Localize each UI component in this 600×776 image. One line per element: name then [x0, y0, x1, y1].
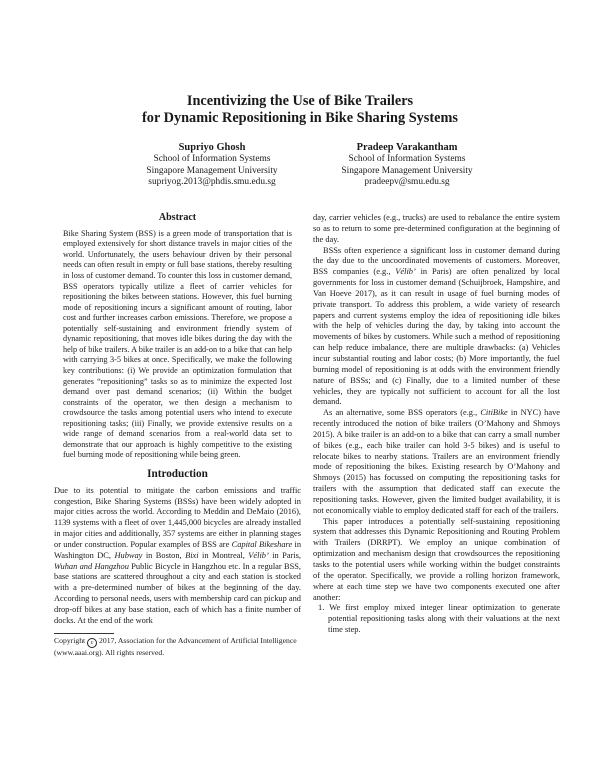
paragraph-continued: day, carrier vehicles (e.g., trucks) are used to rebalance the entire system so as to return to some pre-determined configuration at the beginning of the day. [313, 213, 560, 244]
paragraph-contribution: This paper introduces a potentially self-sustaining repositioning system that addresses this Dynamic Repositioning and Routing Problem with Trailers (DRRPT). We employ an unique combination of optimization and mechanism design that crowdsources the repositioning tasks to the potential users while working within the budget constraints of the operator. Specifically, we provide a rolling horizon framework, where at each time step we have two components executed one after another: [313, 516, 560, 602]
copyright-block [54, 633, 301, 658]
paragraph-bike-trailers: As an alternative, some BSS operators (e.g., CitiBike in NYC) have recently introduced the notion of bike trailers (O’Mahony and Shmoys 2015). A bike trailer is an add-on to a bike that can carry a small number of bikes (e.g., each bike trailer can hold 3-5 bikes) and is useful to relocate bikes to nearby stations. Trailers are an environment friendly mode of repositioning the bikes. Existing research by O’Mahony and Shmoys (2015) has focussed on computing the repositioning tasks for trailers with the assumption that dedicated staff can execute the repositioning tasks. However, given the limited budget availability, it is not economically viable to employ dedicated staff for each of the trailers. [313, 408, 560, 515]
intro-paragraph: Due to its potential to mitigate the carbon emissions and traffic congestion, Bike Sharing Systems (BSSs) have been widely adopted in major cities across the world. According to Meddin and DeMaio (2016), 1139 systems with a fleet of over 1,445,000 bicycles are already installed in major cities and additionally, 357 systems are either in planning stages or under construction. Popular examples of BSS are Capital Bikeshare in Washington DC, Hubway in Boston, Bixi in Montreal, Vélib’ in Paris, Wuhan and Hangzhou Public Bicycle in Hangzhou etc. In a regular BSS, base stations are scattered throughout a city and each station is stocked with a pre-determined number of bikes at the beginning of the day. According to personal needs, users with membership card can pickup and drop-off bikes at any base station, each of which has a finite number of docks. At the end of the work [54, 485, 302, 625]
author-dept: School of Information Systems [153, 154, 271, 164]
abstract-heading: Abstract [158, 212, 197, 223]
paper-title [0, 93, 600, 127]
title-line-2: for Dynamic Repositioning in Bike Sharing Systems [142, 110, 458, 126]
author-inst: Singapore Management University [341, 165, 473, 176]
copyright-notice: Copyright c 2017, Association for the Advancement of Artificial Intelligence (www.aaai.org). All rights reserved. [54, 635, 297, 657]
footnote-rule [54, 633, 114, 634]
author-block-2 [297, 141, 517, 189]
author-name: Pradeep Varakantham [356, 142, 458, 153]
author-inst: Singapore Management University [146, 165, 278, 176]
author-email: supriyog.2013@phdis.smu.edu.sg [148, 177, 276, 188]
author-email: pradeepv@smu.edu.sg [364, 177, 450, 188]
intro-heading: Introduction [147, 467, 208, 480]
title-line-1: Incentivizing the Use of Bike Trailers [186, 93, 414, 109]
left-column [54, 213, 301, 658]
author-name: Supriyo Ghosh [178, 142, 246, 153]
list-item: 1. We first employ mixed integer linear optimization to generate potential repositioning tasks along with their valuations at the next time step. [318, 603, 560, 635]
author-block-1 [102, 141, 322, 189]
author-dept: School of Information Systems [348, 154, 466, 164]
abstract-text: Bike Sharing System (BSS) is a green mode of transportation that is employed extensively for short distance travels in major cities of the world. Unfortunately, the users behaviour driven by their personal needs can often result in empty or full base stations, thereby resulting in loss of customer demand. To counter this loss in customer demand, BSS operators typically utilize a fleet of carrier vehicles for repositioning the bikes between stations. However, this fuel burning mode of repositioning incurs a significant amount of routing, labor cost and further increases carbon emissions. Therefore, we propose a potentially self-sustaining and environment friendly system of dynamic repositioning, that moves idle bikes during the day with the help of bike trailers. A bike trailer is an add-on to a bike that can help with carrying 3-5 bikes at once. Specifically, we make the following key contributions: (i) We provide an optimization formulation that generates “repositioning” tasks so as to minimize the expected lost demand over past demand scenarios; (ii) Within the budget constraints of the operator, we then design a mechanism to crowdsource the tasks among potential users who intend to execute repositioning tasks; (iii) Finally, we provide extensive results on a wide range of demand scenarios from a real-world data set to demonstrate that our approach is highly competitive to the existing fuel burning mode of repositioning while being green. [63, 228, 292, 460]
right-column [313, 213, 560, 636]
paragraph-demand-loss: BSSs often experience a significant loss in customer demand during the day due to the uncoordinated movements of customers. Moreover, BSS companies (e.g., Vélib’ in Paris) are often penalized by local governments for loss in customer demand (Schuijbroek, Hampshire, and Van Hoeve 2017), as it can result in usage of fuel burning modes of private transport. To address this problem, a wide variety of research papers and current systems employ the idea of repositioning idle bikes with the help of vehicles during the day, by taking into account the movements of bikes by customers. While such a method of repositioning can help reduce imbalance, there are multiple drawbacks: (a) Vehicles incur substantial routing and labor costs; (b) More importantly, the fuel burning model of repositioning is at odds with the environment friendly nature of BSSs; and (c) Finally, due to a limited number of these vehicles, they are typically not sufficient to account for all the lost demand. [313, 245, 560, 407]
copyright-symbol: c [87, 638, 97, 648]
